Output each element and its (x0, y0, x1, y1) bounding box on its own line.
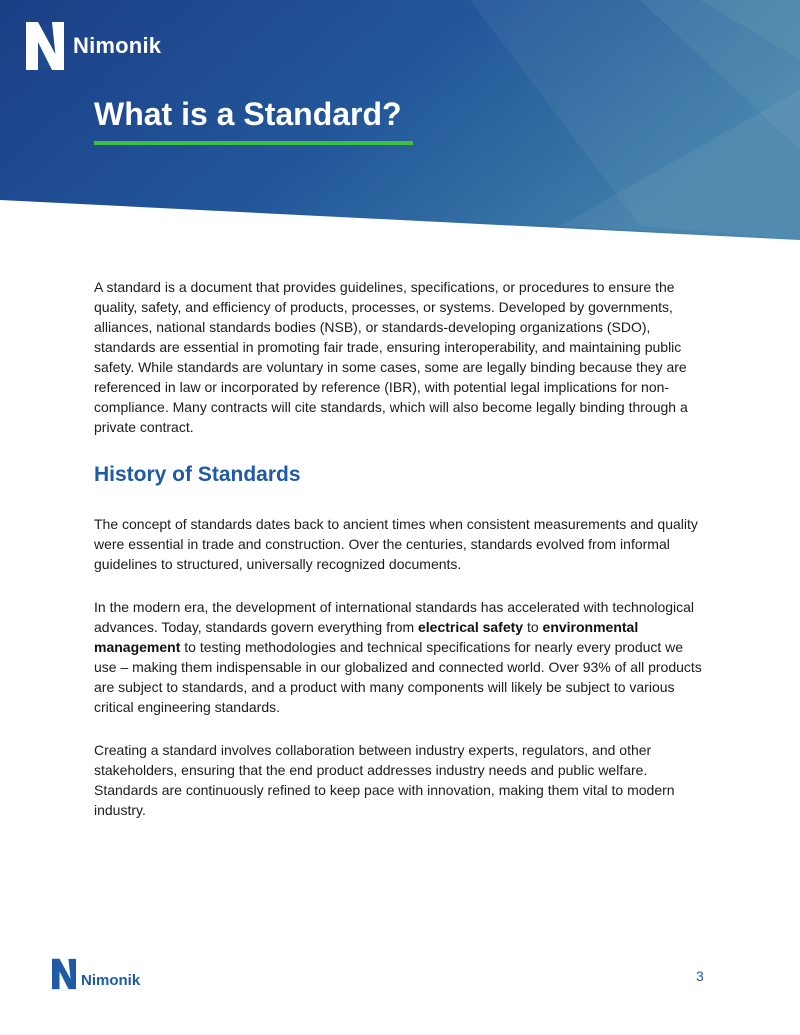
history-paragraph-2 (94, 597, 706, 717)
intro-paragraph: A standard is a document that provides guidelines, specifications, or procedures to ensure the quality, safety, and efficiency of products, processes, or systems. Developed by governments, alliances, national standards bodies (NSB), or standards-developing organizations (SDO), standards are essential in promoting fair trade, ensuring interoperability, and maintaining public safety. While standards are voluntary in some cases, some are legally binding because they are referenced in law or incorporated by reference (IBR), with potential legal implications for non-compliance. Many contracts will cite standards, which will also become legally binding through a private contract. (94, 279, 688, 435)
nimonik-logo-icon (26, 22, 64, 70)
page-number: 3 (696, 968, 704, 984)
history-p2-text-a: In the modern era, the development of international standards has accelerated with technological advances. Today, standards govern everything from (94, 599, 695, 635)
history-p2-text-c: to testing methodologies and technical specifications for nearly every product we use – making them indispensable in our globalized and connected world. Over 93% of all products are subject to standards, and a product with many components will likely be subject to various critical engineering standards. (94, 639, 702, 715)
header-logo[interactable] (26, 22, 161, 70)
history-p2-bold-environmental-management: environmental management (94, 619, 639, 655)
history-p2-text-b: to (523, 619, 543, 635)
history-paragraph-3: Creating a standard involves collaboration between industry experts, regulators, and other stakeholders, ensuring that the end product addresses industry needs and public welfare. Standards are continuously refined to keep pace with innovation, making them vital to modern industry. (94, 742, 675, 818)
footer-logo-wordmark: Nimonik (81, 972, 141, 989)
history-paragraph-1: The concept of standards dates back to ancient times when consistent measurements and quality were essential in trade and construction. Over the centuries, standards evolved from informal guidelines to structured, universally recognized documents. (94, 516, 698, 572)
footer-logo[interactable] (52, 958, 140, 990)
history-p2-bold-electrical-safety: electrical safety (418, 619, 524, 635)
title-underline (94, 141, 413, 145)
page-title: What is a Standard? (94, 96, 402, 132)
section-heading-history: History of Standards (94, 463, 301, 486)
header-logo-wordmark: Nimonik (73, 33, 162, 58)
nimonik-logo-icon (52, 958, 76, 990)
main-content (94, 277, 706, 820)
